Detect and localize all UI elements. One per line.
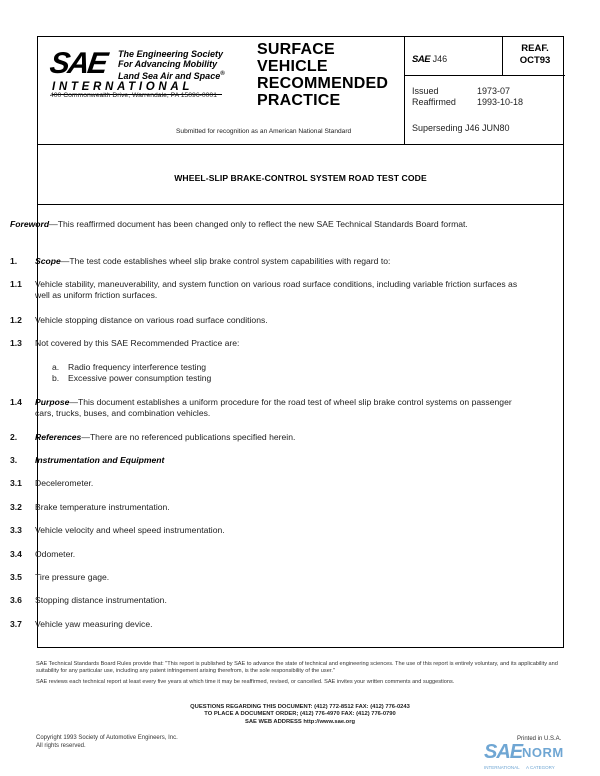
- sae-norm-watermark: [484, 741, 596, 773]
- section-heading: Purpose: [35, 397, 70, 407]
- item-text: Decelerometer.: [35, 478, 94, 488]
- reaffirmed-badge: [512, 43, 558, 67]
- section-number: 3.: [10, 455, 18, 465]
- section-heading: Scope: [35, 256, 61, 266]
- list-marker: b.: [52, 373, 60, 383]
- divider: [404, 75, 565, 76]
- section-text: —There are no referenced publications specified herein.: [81, 432, 296, 442]
- section-number: 2.: [10, 432, 18, 442]
- list-text: Excessive power consumption testing: [68, 373, 212, 383]
- printed-in: Printed in U.S.A.: [517, 736, 562, 742]
- item-text: Odometer.: [35, 549, 76, 559]
- item-number: 3.5: [10, 572, 22, 582]
- document-number: [412, 54, 447, 65]
- doc-number-value: J46: [432, 54, 448, 64]
- section-text: —This document establishes a uniform procedure for the road test of wheel slip brake control systems on passenger cars, trucks, buses, and combination vehicles.: [35, 397, 512, 418]
- item-number: 3.6: [10, 595, 22, 605]
- rights-line: All rights reserved.: [36, 743, 86, 749]
- international-wordmark: INTERNATIONAL: [52, 81, 194, 93]
- footer-notes: [36, 661, 566, 687]
- reaf-line: REAF.: [521, 43, 549, 54]
- society-line: The Engineering Society: [118, 49, 224, 59]
- society-line: For Advancing Mobility: [118, 59, 218, 69]
- section-number: 1.: [10, 256, 18, 266]
- section-number: 1.1: [10, 279, 22, 289]
- document-type-line: SURFACE: [257, 41, 335, 58]
- society-line: Land Sea Air and Space: [118, 71, 221, 81]
- issued-value: 1973-07: [477, 86, 511, 96]
- section-number: 1.3: [10, 338, 22, 348]
- item-number: 3.3: [10, 525, 22, 535]
- item-text: Stopping distance instrumentation.: [35, 595, 167, 605]
- reaffirmed-value: 1993-10-18: [477, 97, 524, 107]
- list-text: Radio frequency interference testing: [68, 362, 207, 372]
- contact-block: [140, 704, 460, 726]
- trademark-symbol: ®: [220, 71, 225, 77]
- item-text: Brake temperature instrumentation.: [35, 502, 170, 512]
- section-number: 1.2: [10, 315, 22, 325]
- item-number: 3.1: [10, 478, 22, 488]
- list-item: [52, 362, 206, 373]
- copyright: [36, 734, 178, 750]
- document-type-line: PRACTICE: [257, 92, 341, 109]
- document-title: WHEEL-SLIP BRAKE-CONTROL SYSTEM ROAD TEST CODE: [174, 173, 427, 183]
- superseding: Superseding J46 JUN80: [412, 123, 510, 133]
- document-dates: [412, 86, 523, 108]
- section-text: Not covered by this SAE Recommended Practice are:: [35, 338, 240, 348]
- title-section: [38, 145, 563, 205]
- watermark-mark: SAE: [484, 741, 523, 763]
- document-type-line: RECOMMENDED: [257, 75, 389, 92]
- address: 400 Commonwealth Drive, Warrendale, PA 15096-0001: [50, 92, 217, 99]
- list-marker: a.: [52, 362, 60, 372]
- item-number: 3.4: [10, 549, 22, 559]
- copyright-line: Copyright 1993 Society of Automotive Engineers, Inc.: [36, 735, 178, 741]
- order-line: TO PLACE A DOCUMENT ORDER; (412) 776-4970 FAX: (412) 776-0790: [204, 711, 396, 718]
- web-address[interactable]: SAE WEB ADDRESS http://www.sae.org: [244, 718, 356, 725]
- reaffirmed-label: Reaffirmed: [412, 97, 456, 107]
- section-text: —The test code establishes wheel slip brake control system capabilities with regard to:: [60, 256, 391, 266]
- header-section: [38, 37, 563, 145]
- footer-note: SAE reviews each technical report at least every five years at which time it may be reaffirmed, revised, or cancelled. SAE invites your written comments and suggestions.: [36, 679, 455, 686]
- list-item: [52, 373, 211, 384]
- section-number: 1.4: [10, 397, 22, 407]
- document-type: [257, 41, 388, 109]
- issued-label: Issued: [412, 86, 439, 96]
- document-type-line: VEHICLE: [257, 58, 328, 75]
- divider: [404, 37, 405, 145]
- footer-note: SAE Technical Standards Board Rules provide that: "This report is published by SAE to advance the state of technical and engineering sciences. The use of this report is entirely voluntary, and its applicability and suitability for any particular use, including any patent infringement arising therefrom, is the sole responsibility of the user.": [36, 661, 558, 675]
- item-number: 3.7: [10, 619, 22, 629]
- society-name: [118, 49, 225, 81]
- section-text: Vehicle stability, maneuverability, and system function on various road surface conditions, including variable friction surfaces as well as uniform friction surfaces.: [35, 279, 518, 300]
- sae-logo-mark: SAE: [47, 47, 109, 80]
- watermark-word: NORM: [522, 745, 564, 760]
- foreword-text: —This reaffirmed document has been changed only to reflect the new SAE Technical Standards Board format.: [49, 219, 468, 229]
- item-text: Tire pressure gage.: [35, 572, 110, 582]
- item-text: Vehicle velocity and wheel speed instrumentation.: [35, 525, 225, 535]
- reaf-line: OCT93: [519, 55, 551, 66]
- section-heading: Instrumentation and Equipment: [35, 455, 165, 465]
- section-text: Vehicle stopping distance on various road surface conditions.: [35, 315, 268, 325]
- submitted-note: Submitted for recognition as an American National Standard: [176, 128, 352, 135]
- questions-line: QUESTIONS REGARDING THIS DOCUMENT: (412) 772-8512 FAX: (412) 776-0243: [190, 704, 410, 710]
- doc-brand: SAE: [412, 54, 431, 65]
- section-heading: References: [35, 432, 82, 442]
- watermark-caption: INTERNATIONAL A CATEGORY: [484, 765, 555, 770]
- foreword-label: Foreword: [10, 219, 50, 229]
- item-number: 3.2: [10, 502, 22, 512]
- divider: [502, 37, 503, 75]
- item-text: Vehicle yaw measuring device.: [35, 619, 153, 629]
